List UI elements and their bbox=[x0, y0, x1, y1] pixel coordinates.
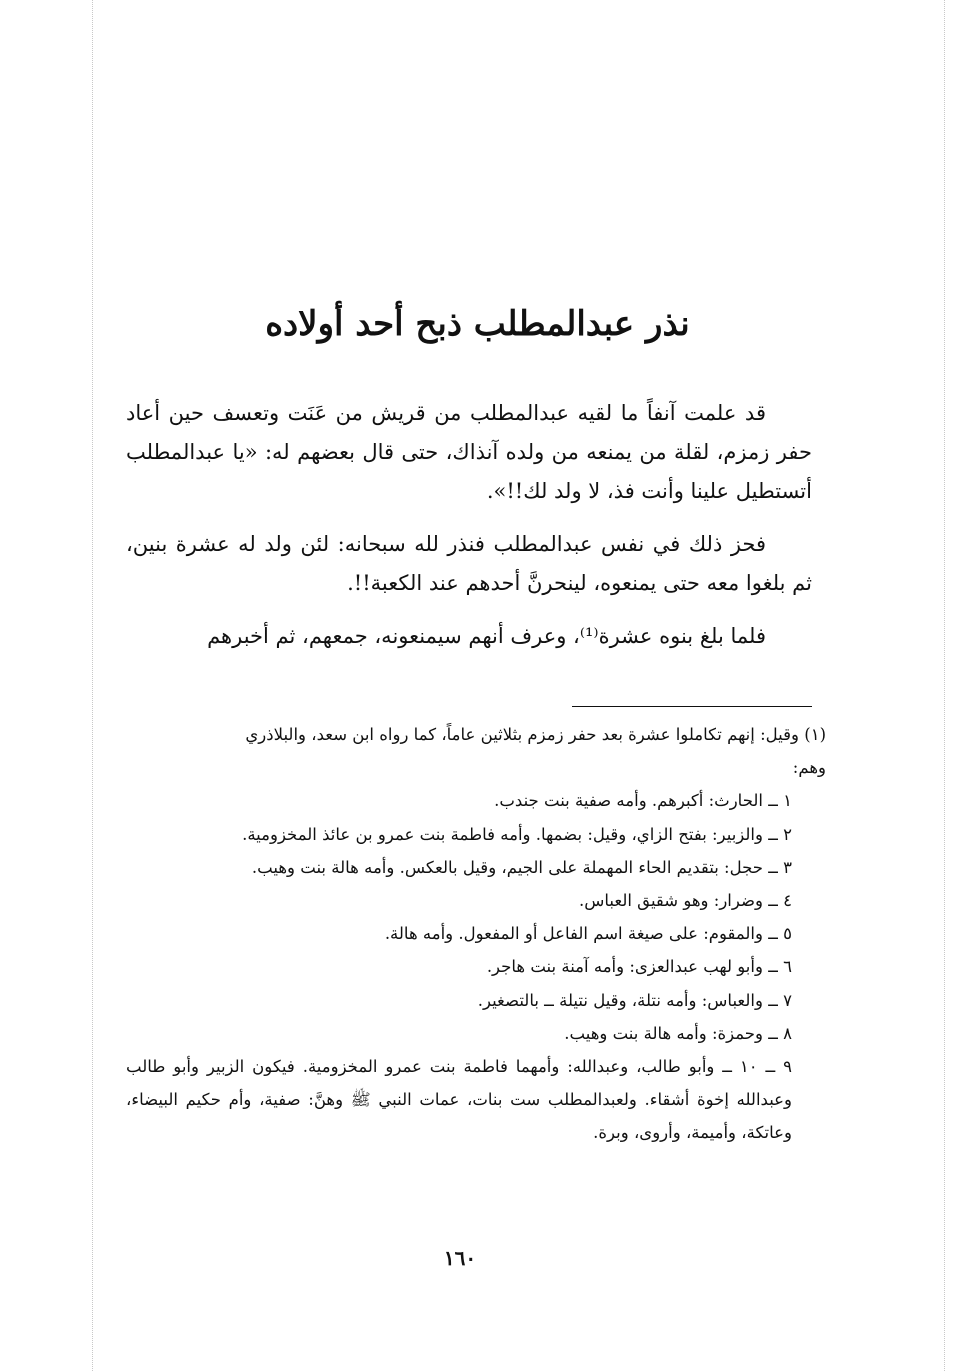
paragraph: فلما بلغ بنوه عشرة⁽¹⁾، وعرف أنهم سيمنعونه، جمعهم، ثم أخبرهم bbox=[207, 624, 766, 648]
scan-margin-line-right bbox=[944, 0, 945, 1371]
scan-margin-line-left bbox=[92, 0, 93, 1371]
footnote-item: ٥ ــ والمقوم: على صيغة اسم الفاعل أو المفعول. وأمه هالة. bbox=[384, 924, 792, 944]
paragraph: فحز ذلك في نفس عبدالمطلب فنذر لله سبحانه: لئن ولد له عشرة بنين، ثم بلغوا معه حتى يمنعوه، لينحرنَّ أحدهم عند الكعبة!!. bbox=[126, 532, 812, 595]
footnotes bbox=[126, 718, 826, 1150]
paragraph: قد علمت آنفاً ما لقيه عبدالمطلب من قريش من عَنَت وتعسف حين أعاد حفر زمزم، لقلة من يمنعه من ولده آنذاك، حتى قال بعضهم له: «يا عبدالمطلب أتستطيل علينا وأنت فذ، لا ولد لك!!». bbox=[126, 401, 812, 503]
footnote-item: ٣ ــ حجل: بتقديم الحاء المهملة على الجيم، وقيل بالعكس. وأمه هالة بنت وهيب. bbox=[251, 857, 792, 877]
footnote-item: ٢ ــ والزبير: بفتح الزاي، وقيل: بضمها. وأمه فاطمة بنت عمرو بن عائذ المخزومية. bbox=[242, 824, 792, 844]
footnote-list bbox=[126, 784, 826, 1149]
footnote-item: ٧ ــ والعباس: وأمه نتلة، وقيل نتيلة ــ بالتصغير. bbox=[477, 990, 792, 1010]
footnote-item: ٨ ــ وحمزة: وأمه هالة بنت وهيب. bbox=[564, 1023, 792, 1043]
footnote-item: ٩ ــ ١٠ ــ وأبو طالب، وعبدالله: وأمهما فاطمة بنت عمرو المخزومية. فيكون الزبير وأبو طالب وعبدالله إخوة أشقاء. ولعبدالمطلب ست بنات، عمات النبي ﷺ وهنَّ: صفية، وأم حكيم البيضاء، وعاتكة، وأميمة، وأروى، وبرة. bbox=[126, 1057, 792, 1143]
page-number: ١٦٠ bbox=[443, 1246, 477, 1270]
footnote-item: ٤ ــ وضرار: وهو شقيق العباس. bbox=[578, 891, 792, 911]
footnote-separator bbox=[572, 706, 812, 707]
footnote-intro-continued: وهم: bbox=[792, 758, 826, 778]
chapter-title: نذر عبدالمطلب ذبح أحد أولاده bbox=[265, 304, 690, 344]
main-text bbox=[126, 394, 812, 656]
footnote-item: ١ ــ الحارث: أكبرهم. وأمه صفية بنت جندب. bbox=[494, 791, 792, 811]
footnote-intro: (١) وقيل: إنهم تكاملوا عشرة بعد حفر زمزم بثلاثين عاماً، كما رواه ابن سعد، والبلاذري bbox=[245, 725, 826, 744]
footnote-item: ٦ ــ وأبو لهب عبدالعزى: وأمه آمنة بنت هاجر. bbox=[486, 957, 792, 977]
